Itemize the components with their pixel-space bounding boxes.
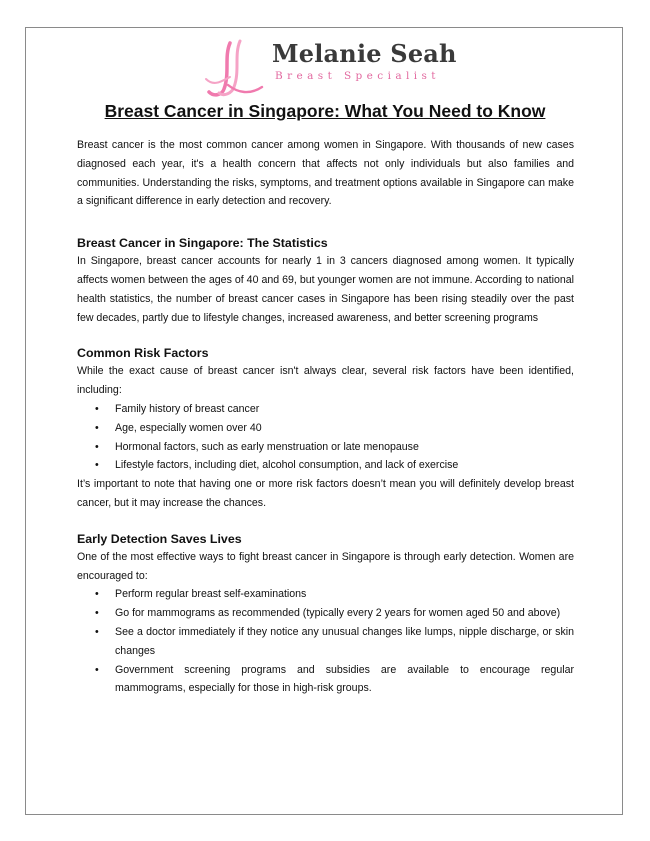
brand-logo xyxy=(200,37,460,97)
list-item: • See a doctor immediately if they notice any unusual changes like lumps, nipple discharge, or skin changes xyxy=(115,623,574,661)
intro-paragraph: Breast cancer is the most common cancer among women in Singapore. With thousands of new cases diagnosed each year, it's a health concern that affects not only individuals but also families and communities. Understanding the risks, symptoms, and treatment options available in Singapore can make a significant difference in early detection and recovery. xyxy=(77,139,574,208)
section-heading-early-detection: Early Detection Saves Lives xyxy=(77,531,242,546)
list-item: • Hormonal factors, such as early menstruation or late menopause xyxy=(115,438,574,457)
list-item: • Perform regular breast self-examinations xyxy=(115,585,574,604)
brand-tagline: Breast Specialist xyxy=(275,70,440,82)
pink-ribbon-logo-icon xyxy=(200,37,270,99)
list-item: • Lifestyle factors, including diet, alcohol consumption, and lack of exercise xyxy=(115,456,574,475)
risk-factors-list xyxy=(77,400,574,475)
section-paragraph-risk-factors: While the exact cause of breast cancer isn't always clear, several risk factors have been identified, including: xyxy=(77,365,574,397)
section-heading-statistics: Breast Cancer in Singapore: The Statistics xyxy=(77,236,328,251)
section-paragraph-statistics: In Singapore, breast cancer accounts for nearly 1 in 3 cancers diagnosed among women. It typically affects women between the ages of 40 and 69, but younger women are not immune. According to national health statistics, the number of breast cancer cases in Singapore has been rising steadily over the past few decades, partly due to lifestyle changes, increased awareness, and better screening programs xyxy=(77,255,574,324)
document-title: Breast Cancer in Singapore: What You Need to Know xyxy=(104,101,546,121)
list-item: • Family history of breast cancer xyxy=(115,400,574,419)
early-detection-list xyxy=(77,585,574,698)
list-item: • Age, especially women over 40 xyxy=(115,419,574,438)
list-item: • Government screening programs and subsidies are available to encourage regular mammograms, especially for those in high-risk groups. xyxy=(115,661,574,699)
list-item: • Go for mammograms as recommended (typically every 2 years for women aged 50 and above) xyxy=(115,604,574,623)
section-paragraph-early-detection: One of the most effective ways to fight breast cancer in Singapore is through early detection. Women are encouraged to: xyxy=(77,550,574,582)
document-body xyxy=(77,136,574,698)
risk-factors-note: It’s important to note that having one or more risk factors doesn’t mean you will definitely develop breast cancer, but it may increase the chances. xyxy=(77,478,574,509)
section-heading-risk-factors: Common Risk Factors xyxy=(77,346,209,361)
brand-name: Melanie Seah xyxy=(272,39,457,68)
